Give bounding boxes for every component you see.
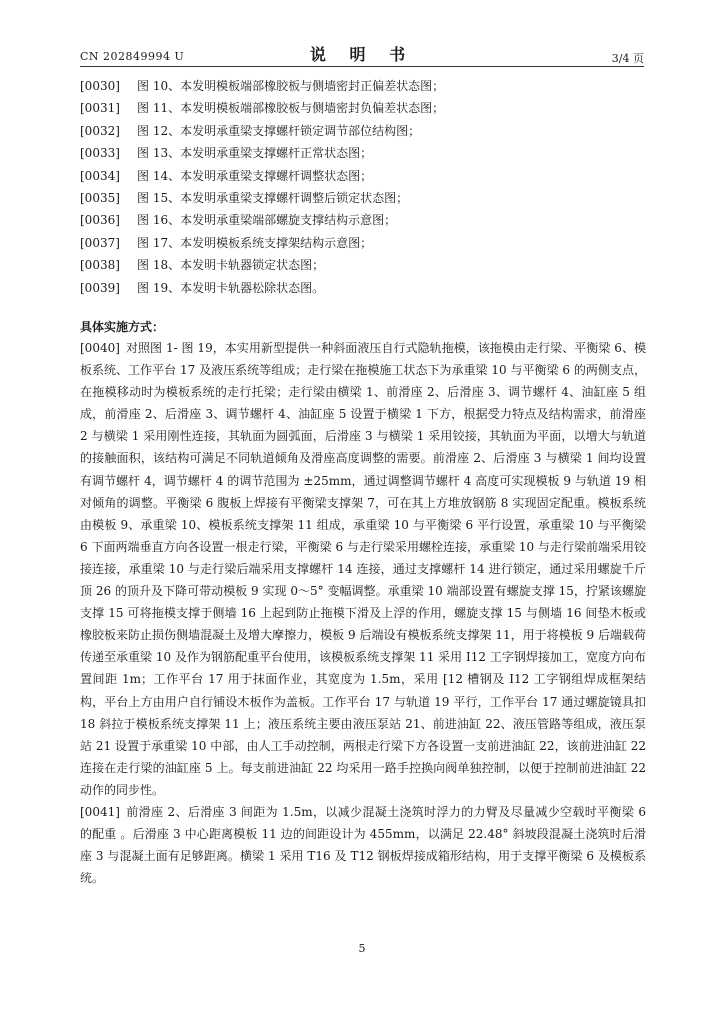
figure-description: 图 11、本发明模板端部橡胶板与侧墙密封负偏差状态图；	[137, 101, 445, 116]
paragraph-number: [0038]	[80, 258, 120, 273]
figure-description: 图 17、本发明模板系统支撑架结构示意图；	[137, 235, 373, 250]
figure-list-item	[80, 232, 648, 254]
body-text	[80, 337, 646, 889]
section-title: 具体实施方式：	[80, 320, 165, 334]
figure-description: 图 19、本发明卡轨器松除状态图。	[137, 280, 325, 295]
figure-description: 图 14、本发明承重梁支撑螺杆调整状态图；	[137, 168, 373, 183]
paragraph-text: 对照图 1- 图 19，本实用新型提供一种斜面液压自行式隐轨拖模，该拖模由走行梁、平衡梁 6、模板系统、工作平台 17 及液压系统等组成；走行梁在拖模施工状态下为承重梁 10 与平衡梁 6 的两侧支点，在拖模移动时为模板系统的走行托梁；走行梁由横梁 1、前滑座 2、后滑座 3、调节螺杆 4、油缸座 5 组成，前滑座 2、后滑座 3、调节螺杆 4、油缸座 5 设置于横梁 1 下方，根据受力特点及结构需求，前滑座 2 与横梁 1 采用刚性连接，其轨面为圆弧面，后滑座 3 与横梁 1 采用铰接，其轨面为平面，以增大与轨道的接触面积，该结构可满足不同轨道倾角及滑座高度调整的需要。前滑座 2、后滑座 3 与横梁 1 间均设置有调节螺杆 4，调节螺杆 4 的调节范围为 ±25mm，通过调整调节螺杆 4 高度可实现模板 9 与轨道 19 相对倾角的调整。平衡梁 6 腹板上焊接有平衡梁支撑架 7，可在其上方堆放钢筋 8 实现固定配重。模板系统由模板 9、承重梁 10、模板系统支撑架 11 组成，承重梁 10 与平衡梁 6 平行设置，承重梁 10 与平衡梁 6 下面两端垂直方向各设置一根走行梁，平衡梁 6 与走行梁采用螺栓连接，承重梁 10 与走行梁前端采用铰接连接，承重梁 10 与走行梁后端采用支撑螺杆 14 连接，通过支撑螺杆 14 进行锁定，通过采用螺旋千斤顶 26 的顶升及下降可带动模板 9 实现 0～5° 变幅调整。承重梁 10 端部设置有螺旋支撑 15，拧紧该螺旋支撑 15 可将拖模支撑于侧墙 16 上起到防止拖模下滑及上浮的作用，螺旋支撑 15 与侧墙 16 间垫木板或橡胶板来防止损伤侧墙混凝土及增大摩擦力，模板 9 后端设有模板系统支撑架 11，用于将模板 9 后端载荷传递至承重梁 10 及作为钢筋配重平台使用，该模板系统支撑架 11 采用 I12 工字钢焊接加工，宽度方向布置间距 1m；工作平台 17 用于抹面作业，其宽度为 1.5m，采用 [12 槽钢及 I12 工字钢组焊成框架结构，平台上方由用户自行铺设木板作为盖板。工作平台 17 与轨道 19 平行，工作平台 17 通过螺旋镜具扣 18 斜拉于模板系统支撑架 11 上；液压系统主要由液压泵站 21、前进油缸 22、液压管路等组成，液压泵站 21 设置于承重梁 10 中部，由人工手动控制，两根走行梁下方各设置一支前进油缸 22，该前进油缸 22 连接在走行梁的油缸座 5 上。每支前进油缸 22 均采用一路手控换向阀单独控制，以便于控制前进油缸 22 动作的同步性。	[80, 341, 646, 797]
page-indicator: 3/4 页	[611, 52, 644, 65]
page-header	[80, 40, 644, 66]
paragraph-number: [0040]	[80, 341, 120, 355]
figure-list-item	[80, 165, 648, 187]
document-title: 说 明 书	[309, 45, 415, 64]
figure-list	[80, 75, 648, 299]
figure-description: 图 10、本发明模板端部橡胶板与侧墙密封正偏差状态图；	[137, 79, 445, 93]
paragraph-number: [0037]	[80, 235, 120, 250]
figure-list-item	[80, 187, 648, 209]
paragraph-number: [0041]	[80, 804, 120, 819]
figure-description: 图 15、本发明承重梁支撑螺杆调整后锁定状态图；	[137, 190, 409, 205]
paragraph-number: [0031]	[80, 101, 120, 116]
paragraph-number: [0039]	[80, 280, 120, 295]
paragraph-number: [0034]	[80, 168, 120, 183]
figure-description: 图 12、本发明承重梁支撑螺杆锁定调节部位结构图；	[137, 123, 421, 138]
page-number: 5	[358, 942, 366, 955]
figure-description: 图 16、本发明承重梁端部螺旋支撑结构示意图；	[137, 213, 397, 228]
figure-list-item	[80, 120, 648, 142]
figure-list-item	[80, 75, 648, 97]
figure-list-item	[80, 209, 648, 231]
figure-list-item	[80, 142, 648, 164]
figure-list-item	[80, 254, 648, 276]
figure-description: 图 13、本发明承重梁支撑螺杆正常状态图；	[137, 146, 373, 161]
figure-list-item	[80, 97, 648, 119]
paragraph-0041	[80, 801, 646, 889]
paragraph-number: [0032]	[80, 123, 120, 138]
figure-list-item	[80, 277, 648, 299]
paragraph-0040	[80, 337, 646, 801]
paragraph-text: 前滑座 2、后滑座 3 间距为 1.5m，以减少混凝土浇筑时浮力的力臂及尽量减少空载时平衡梁 6 的配重 。后滑座 3 中心距离模板 11 边的间距设计为 455mm，以满足 22.48° 斜坡段混凝土浇筑时后滑座 3 与混凝土面有足够距离。横梁 1 采用 T16 及 T12 钢板焊接成箱形结构，用于支撑平衡梁 6 及模板系统。	[80, 804, 646, 886]
paragraph-number: [0036]	[80, 213, 120, 228]
paragraph-number: [0035]	[80, 190, 120, 205]
paragraph-number: [0030]	[80, 79, 120, 93]
patent-number: CN 202849994 U	[80, 50, 185, 63]
header-divider	[80, 66, 644, 67]
paragraph-number: [0033]	[80, 146, 120, 161]
figure-description: 图 18、本发明卡轨器锁定状态图；	[137, 258, 325, 273]
